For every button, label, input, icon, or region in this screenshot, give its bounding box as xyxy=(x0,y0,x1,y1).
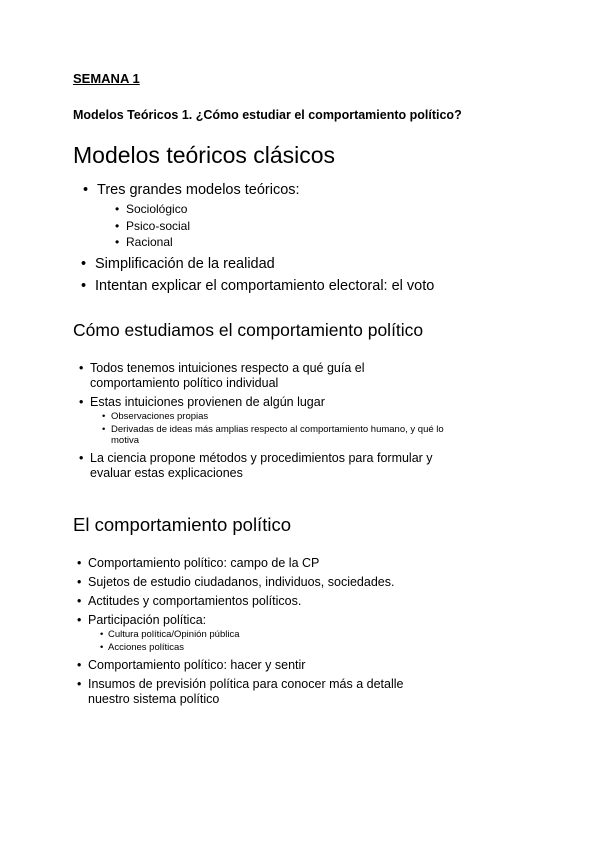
document-subtitle: Modelos Teóricos 1. ¿Cómo estudiar el comportamiento político? xyxy=(73,108,462,122)
bullet-text: Participación política: xyxy=(88,613,207,627)
sub-bullet-list xyxy=(88,629,423,654)
sub-bullet-item: • Observaciones propias xyxy=(102,411,462,423)
bullet-item: • Comportamiento político: hacer y sentir xyxy=(77,658,423,673)
slide-how-we-study xyxy=(73,320,580,485)
slide-classical-models xyxy=(73,142,580,299)
sub-bullet-item: • Psico-social xyxy=(115,218,533,235)
slide-title: El comportamiento político xyxy=(73,514,291,535)
sub-bullet-item: • Racional xyxy=(115,234,533,251)
sub-bullet-item: • Acciones políticas xyxy=(100,642,423,654)
bullet-item: • Insumos de previsión política para conocer más a detalle nuestro sistema político xyxy=(77,677,423,707)
slide-political-behavior xyxy=(73,514,580,711)
bullet-item: • Actitudes y comportamientos políticos. xyxy=(77,594,423,609)
sub-bullet-item: • Cultura política/Opinión pública xyxy=(100,629,423,641)
bullet-list xyxy=(73,556,423,707)
bullet-text: Estas intuiciones provienen de algún lugar xyxy=(90,395,325,409)
bullet-item xyxy=(77,613,423,654)
bullet-list xyxy=(73,181,533,295)
bullet-item xyxy=(83,181,533,251)
bullet-item xyxy=(79,395,453,447)
sub-bullet-list xyxy=(97,201,533,251)
sub-bullet-item: • Sociológico xyxy=(115,201,533,218)
bullet-item: • Comportamiento político: campo de la CP xyxy=(77,556,423,571)
bullet-text: Tres grandes modelos teóricos: xyxy=(97,182,300,198)
bullet-item: • La ciencia propone métodos y procedimientos para formular y evaluar estas explicaciones xyxy=(79,451,453,481)
bullet-list xyxy=(73,361,453,481)
bullet-item: • Sujetos de estudio ciudadanos, individuos, sociedades. xyxy=(77,575,448,590)
sub-bullet-list xyxy=(90,411,462,447)
slide-title: Modelos teóricos clásicos xyxy=(73,142,336,168)
sub-bullet-item: • Derivadas de ideas más amplias respecto al comportamiento humano, y qué lo motiva xyxy=(102,424,462,447)
slide-title: Cómo estudiamos el comportamiento político xyxy=(73,320,424,340)
bullet-item: • Simplificación de la realidad xyxy=(81,255,533,273)
bullet-item: • Intentan explicar el comportamiento electoral: el voto xyxy=(81,277,533,295)
bullet-item: • Todos tenemos intuiciones respecto a qué guía el comportamiento político individual xyxy=(79,361,453,391)
week-heading: SEMANA 1 xyxy=(73,71,140,86)
